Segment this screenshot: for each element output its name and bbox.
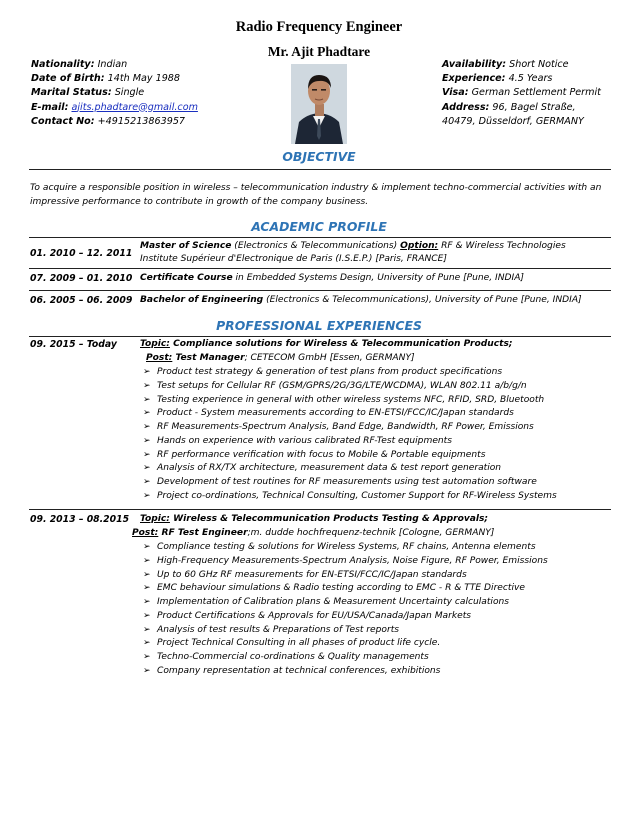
bullet-item: ➢ Development of test routines for RF measurements using test automation software	[143, 476, 557, 490]
bullet-item: ➢ Analysis of RX/TX architecture, measurement data & test report generation	[143, 462, 557, 476]
bullet-item: ➢ RF performance verification with focus to Mobile & Portable equipments	[143, 449, 557, 463]
profile-photo	[291, 64, 347, 144]
divider	[29, 290, 611, 291]
dob-line: Date of Birth: 14th May 1988	[31, 73, 181, 85]
experience-date: 09. 2013 – 08.2015	[30, 514, 130, 525]
document-title: Radio Frequency Engineer	[235, 19, 403, 35]
bullet-item: ➢ Techno-Commercial co-ordinations & Quality managements	[143, 651, 548, 665]
personal-info-left	[31, 58, 198, 129]
marital-line: Marital Status: Single	[31, 87, 145, 99]
bullet-item: ➢ Product test strategy & generation of test plans from product specifications	[143, 366, 557, 380]
nationality-line: Nationality: Indian	[31, 59, 128, 70]
experience-bullets	[143, 541, 548, 679]
experience-topic: Topic: Compliance solutions for Wireless & Telecommunication Products;	[140, 339, 513, 349]
academic-heading: ACADEMIC PROFILE	[251, 219, 387, 234]
academic-entry: Bachelor of Engineering (Electronics & Telecommunications), University of Pune [Pune, INDIA]	[140, 295, 582, 305]
divider	[29, 237, 611, 238]
bullet-item: ➢ RF Measurements-Spectrum Analysis, Band Edge, Bandwidth, RF Power, Emissions	[143, 421, 557, 435]
bullet-item: ➢ Hands on experience with various calibrated RF-Test equipments	[143, 435, 557, 449]
bullet-item: ➢ Project co-ordinations, Technical Consulting, Customer Support for RF-Wireless Systems	[143, 490, 557, 504]
experience-post: Post: RF Test Engineer;m. dudde hochfrequenz-technik [Cologne, GERMANY]	[132, 528, 495, 538]
bullet-item: ➢ Implementation of Calibration plans & Measurement Uncertainty calculations	[143, 596, 548, 610]
divider	[29, 509, 611, 510]
address-line-2: 40479, Düsseldorf, GERMANY	[442, 115, 584, 127]
bullet-item: ➢ Project Technical Consulting in all phases of product life cycle.	[143, 637, 548, 651]
bullet-item: ➢ EMC behaviour simulations & Radio testing according to EMC - R & TTE Directive	[143, 582, 548, 596]
candidate-name: Mr. Ajit Phadtare	[267, 44, 371, 59]
professional-heading: PROFESSIONAL EXPERIENCES	[216, 318, 422, 333]
academic-date: 06. 2005 – 06. 2009	[30, 295, 133, 306]
email-line: E-mail: ajits.phadtare@gmail.com	[31, 101, 198, 113]
address-line: Address: 96, Bagel Straße,	[442, 101, 576, 113]
academic-entry: Certificate Course in Embedded Systems Design, University of Pune [Pune, INDIA]	[140, 273, 524, 283]
bullet-item: ➢ Analysis of test results & Preparations of Test reports	[143, 624, 548, 638]
bullet-item: ➢ High-Frequency Measurements-Spectrum Analysis, Noise Figure, RF Power, Emissions	[143, 555, 548, 569]
academic-date: 01. 2010 – 12. 2011	[30, 248, 133, 259]
experience-topic: Topic: Wireless & Telecommunication Products Testing & Approvals;	[140, 514, 489, 524]
experience-line: Experience: 4.5 Years	[442, 73, 553, 85]
academic-date: 07. 2009 – 01. 2010	[30, 273, 133, 284]
contact-line: Contact No: +4915213863957	[31, 115, 186, 127]
visa-line: Visa: German Settlement Permit	[442, 87, 601, 99]
bullet-item: ➢ Test setups for Cellular RF (GSM/GPRS/2G/3G/LTE/WCDMA), WLAN 802.11 a/b/g/n	[143, 380, 557, 394]
objective-text: To acquire a responsible position in wireless – telecommunication industry & implement techno-commercial activities with an impressive performance to contribute in growth of the company business.	[30, 183, 602, 207]
experience-date: 09. 2015 – Today	[30, 339, 117, 350]
email-link[interactable]: ajits.phadtare@gmail.com	[71, 101, 198, 113]
experience-bullets	[143, 366, 557, 504]
divider	[29, 268, 611, 269]
bullet-item: ➢ Company representation at technical conferences, exhibitions	[143, 665, 548, 679]
experience-post: Post: Test Manager; CETECOM GmbH [Essen, GERMANY]	[146, 353, 415, 363]
availability-line: Availability: Short Notice	[442, 59, 569, 70]
personal-info-right	[442, 58, 601, 129]
divider	[29, 336, 611, 337]
bullet-item: ➢ Product - System measurements according to EN-ETSI/FCC/IC/Japan standards	[143, 407, 557, 421]
divider	[29, 169, 611, 170]
bullet-item: ➢ Compliance testing & solutions for Wireless Systems, RF chains, Antenna elements	[143, 541, 548, 555]
bullet-item: ➢ Product Certifications & Approvals for EU/USA/Canada/Japan Markets	[143, 610, 548, 624]
objective-heading: OBJECTIVE	[282, 149, 356, 164]
bullet-item: ➢ Testing experience in general with other wireless systems NFC, RFID, SRD, Bluetooth	[143, 394, 557, 408]
bullet-item: ➢ Up to 60 GHz RF measurements for EN-ETSI/FCC/IC/Japan standards	[143, 569, 548, 583]
academic-entry: Master of Science (Electronics & Telecommunications) Option: RF & Wireless Technologies Institute Supérieur d'Electronique de Paris (I.S.E.P.) [Paris, FRANCE]	[140, 241, 566, 265]
